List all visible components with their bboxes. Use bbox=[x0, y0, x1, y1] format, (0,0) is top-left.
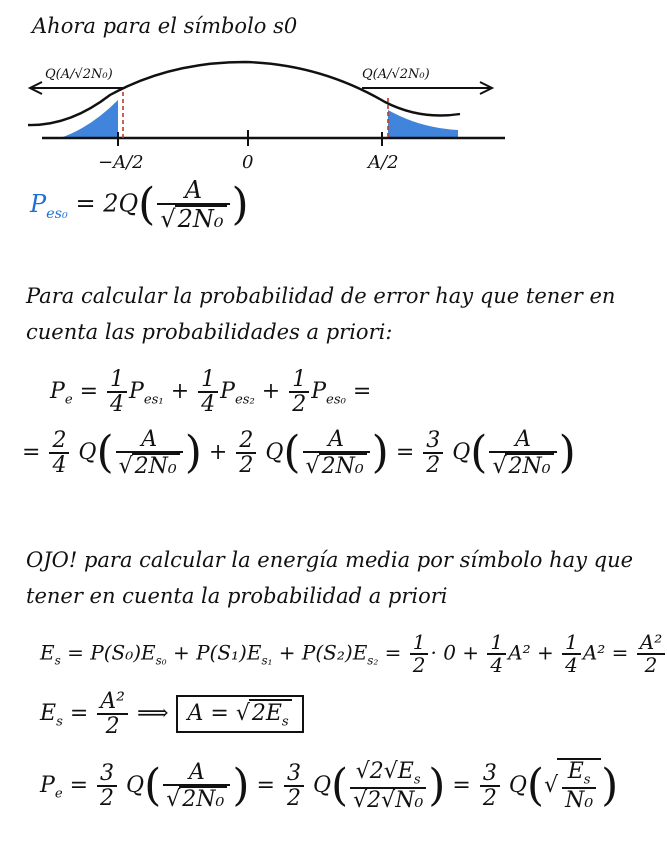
paragraph-1-line-1: Para calcular la probabilidad de error hay que tener en bbox=[26, 284, 616, 308]
equation-pe-line-1: $P_e$ = $\frac{1}{4}$ $P_{es_1}$ + $\frac{1}{4}$ $P_{es_2}$ + $\frac{1}{2}$ $P_{es_0}$ = bbox=[50, 367, 372, 418]
right-arrow-label: Q(A/√2N₀) bbox=[362, 67, 430, 82]
equation-pe-line-2: = $\frac{2}{4}$ Q( $\frac{A}{\text{√2N₀}}$ ) + $\frac{2}{2}$ Q( $\frac{A}{\text{√2N₀}}$ ) = $\frac{3}{2}$ Q( $\frac{A}{\text{√2N₀}}$ ) bbox=[22, 427, 576, 480]
tick-label-right: A/2 bbox=[368, 152, 399, 173]
paragraph-2-line-2: tener en cuenta la probabilidad a priori bbox=[26, 584, 448, 608]
boxed-result: $A = √2E_s$ bbox=[176, 695, 304, 733]
tick-label-mid: 0 bbox=[242, 152, 254, 173]
paragraph-2-line-1: OJO! para calcular la energía media por símbolo hay que bbox=[26, 548, 634, 572]
left-arrow-label: Q(A/√2N₀) bbox=[45, 67, 113, 82]
equation-pe-final: $P_e$ = $\frac{3}{2}$ Q( $\frac{A}{\text{√2N₀}}$ ) = $\frac{3}{2}$ Q( $\frac{√2√E_s}{\text{√2√N₀}}$ ) = $\frac{3}{2}$ Q(√ $\frac{E_s}{\text{N₀}}$ ) bbox=[40, 759, 619, 814]
equation-es-line-2: $E_s$ = $\frac{\text{A²}}{2}$ ⟹ $A = √2E_s$ bbox=[40, 690, 304, 738]
page-title: Ahora para el símbolo s0 bbox=[32, 14, 298, 38]
tick-label-left: −A/2 bbox=[98, 152, 144, 173]
equation-es-line-1: $E_s = P(S_0)E_{s_0} + P(S_1)E_{s_1} + P(S_2)E_{s_2}$ = $\frac{1}{2}$ · 0 + $\frac{1}{4}$ A² + $\frac{1}{4}$ A² = $\frac{\text{A²}}{2}$ bbox=[40, 632, 667, 676]
equation-pes0: $P_{es_0} = 2Q$( $\frac{A}{\text{√2N₀}}$ ) bbox=[30, 176, 249, 234]
paragraph-1-line-2: cuenta las probabilidades a priori: bbox=[26, 320, 393, 344]
